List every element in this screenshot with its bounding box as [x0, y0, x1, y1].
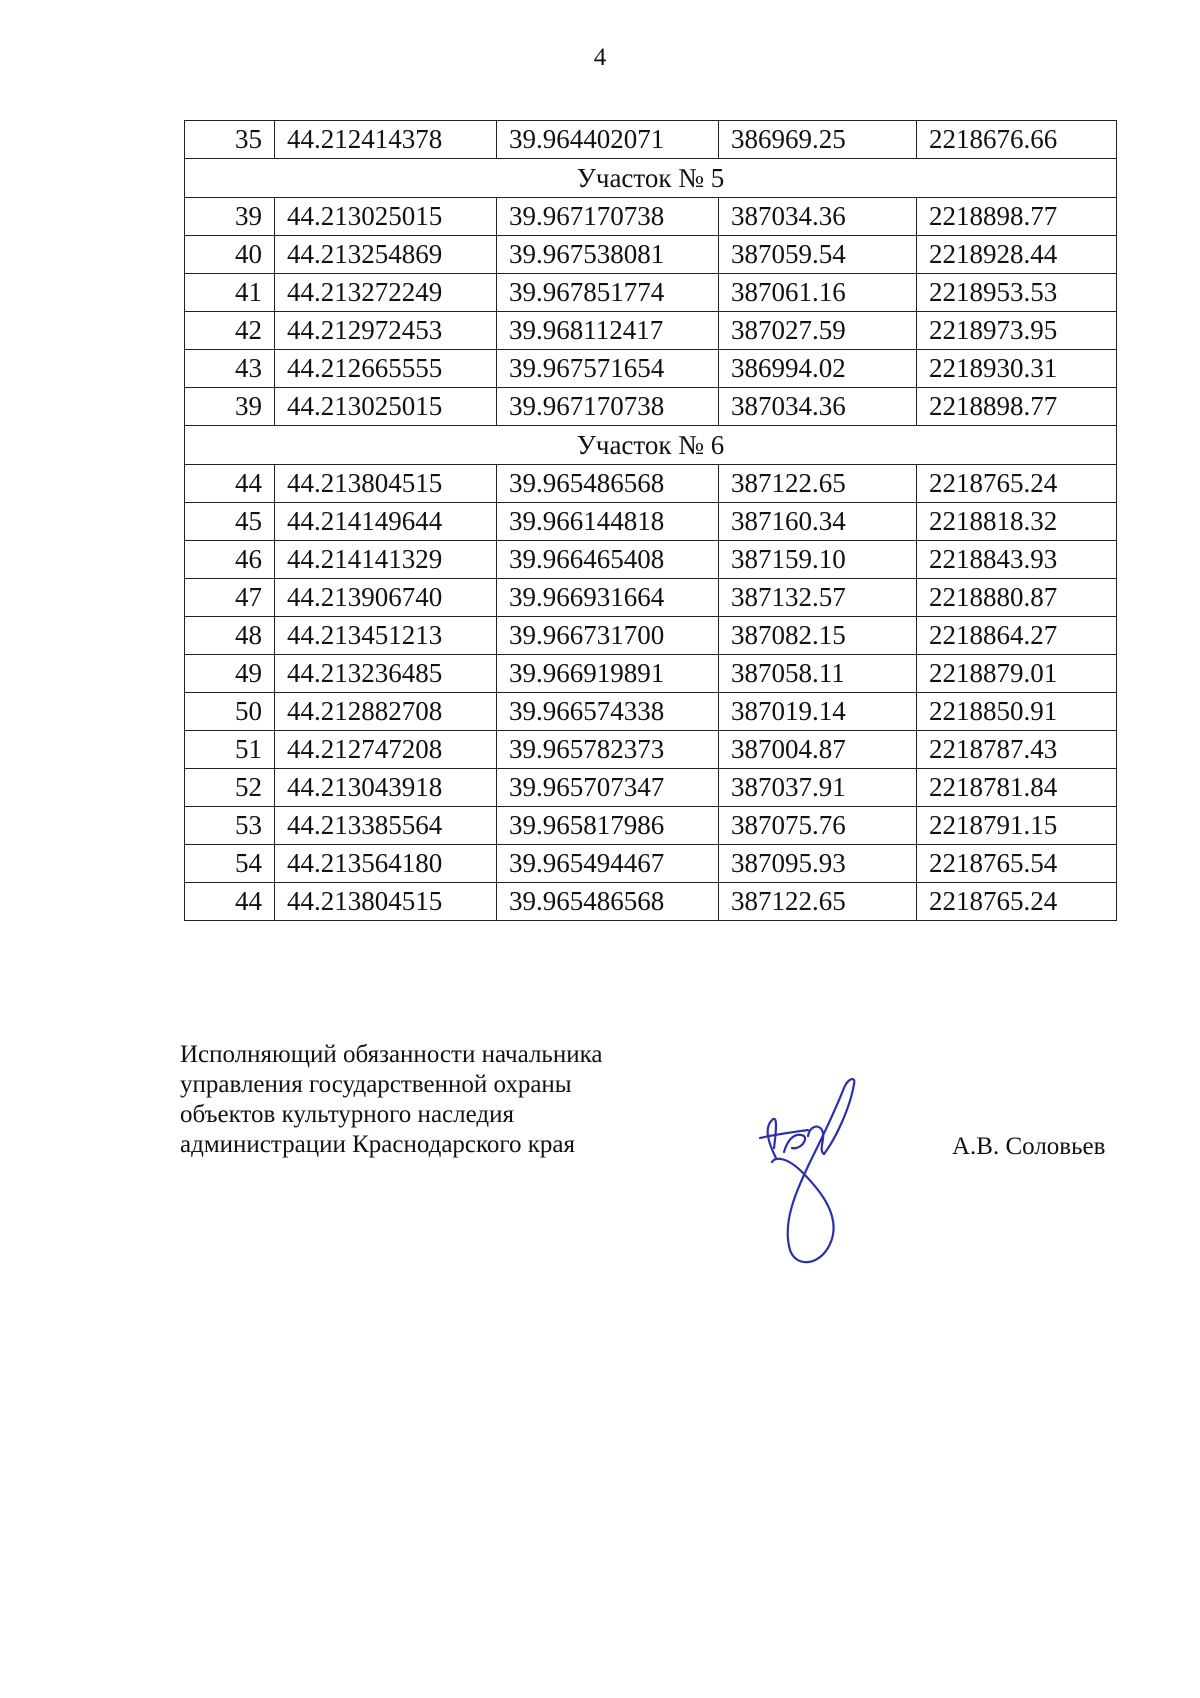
x-coordinate-cell: 387058.11: [719, 655, 917, 693]
y-coordinate-cell: 2218843.93: [917, 541, 1117, 579]
section-title: Участок № 5: [185, 159, 1117, 198]
table-row: [185, 655, 1117, 693]
point-number-cell: 54: [185, 845, 275, 883]
latitude-cell: 44.213804515: [275, 465, 497, 503]
table-row: [185, 769, 1117, 807]
latitude-cell: 44.213236485: [275, 655, 497, 693]
x-coordinate-cell: 387122.65: [719, 465, 917, 503]
signer-position-line: управления государственной охраны: [180, 1071, 572, 1098]
longitude-cell: 39.965707347: [497, 769, 719, 807]
longitude-cell: 39.966731700: [497, 617, 719, 655]
point-number-cell: 50: [185, 693, 275, 731]
table-row: [185, 198, 1117, 236]
signer-position: [180, 1040, 602, 1160]
y-coordinate-cell: 2218850.91: [917, 693, 1117, 731]
longitude-cell: 39.967170738: [497, 388, 719, 426]
longitude-cell: 39.967170738: [497, 198, 719, 236]
signer-name: А.В. Соловьев: [952, 1133, 1106, 1160]
y-coordinate-cell: 2218676.66: [917, 121, 1117, 159]
point-number-cell: 45: [185, 503, 275, 541]
table-row: [185, 731, 1117, 769]
signature-stroke: [784, 1135, 805, 1152]
longitude-cell: 39.966931664: [497, 579, 719, 617]
table-row: [185, 617, 1117, 655]
x-coordinate-cell: 387160.34: [719, 503, 917, 541]
y-coordinate-cell: 2218898.77: [917, 198, 1117, 236]
handwritten-signature: [738, 1072, 878, 1272]
x-coordinate-cell: 386969.25: [719, 121, 917, 159]
latitude-cell: 44.214141329: [275, 541, 497, 579]
longitude-cell: 39.968112417: [497, 312, 719, 350]
y-coordinate-cell: 2218781.84: [917, 769, 1117, 807]
y-coordinate-cell: 2218791.15: [917, 807, 1117, 845]
y-coordinate-cell: 2218864.27: [917, 617, 1117, 655]
point-number-cell: 44: [185, 883, 275, 921]
x-coordinate-cell: 387034.36: [719, 198, 917, 236]
signer-position-line: Исполняющий обязанности начальника: [180, 1041, 603, 1068]
x-coordinate-cell: 387019.14: [719, 693, 917, 731]
table-row: [185, 807, 1117, 845]
y-coordinate-cell: 2218953.53: [917, 274, 1117, 312]
longitude-cell: 39.965486568: [497, 465, 719, 503]
point-number-cell: 46: [185, 541, 275, 579]
latitude-cell: 44.213272249: [275, 274, 497, 312]
longitude-cell: 39.966144818: [497, 503, 719, 541]
point-number-cell: 53: [185, 807, 275, 845]
point-number-cell: 48: [185, 617, 275, 655]
latitude-cell: 44.213804515: [275, 883, 497, 921]
table-row: [185, 312, 1117, 350]
y-coordinate-cell: 2218898.77: [917, 388, 1117, 426]
x-coordinate-cell: 387034.36: [719, 388, 917, 426]
section-title: Участок № 6: [185, 426, 1117, 465]
table-row: [185, 541, 1117, 579]
latitude-cell: 44.212882708: [275, 693, 497, 731]
latitude-cell: 44.213025015: [275, 198, 497, 236]
signature-stroke: [772, 1079, 854, 1262]
longitude-cell: 39.967571654: [497, 350, 719, 388]
latitude-cell: 44.213906740: [275, 579, 497, 617]
x-coordinate-cell: 387027.59: [719, 312, 917, 350]
y-coordinate-cell: 2218765.24: [917, 465, 1117, 503]
x-coordinate-cell: 387095.93: [719, 845, 917, 883]
latitude-cell: 44.212747208: [275, 731, 497, 769]
signer-position-line: объектов культурного наследия: [180, 1101, 514, 1128]
latitude-cell: 44.212414378: [275, 121, 497, 159]
x-coordinate-cell: 387082.15: [719, 617, 917, 655]
coordinates-table: [184, 120, 1117, 921]
longitude-cell: 39.966919891: [497, 655, 719, 693]
table-row: [185, 388, 1117, 426]
table-row: [185, 845, 1117, 883]
x-coordinate-cell: 387037.91: [719, 769, 917, 807]
table-row: [185, 121, 1117, 159]
point-number-cell: 40: [185, 236, 275, 274]
section-header-row: [185, 426, 1117, 465]
table-row: [185, 693, 1117, 731]
longitude-cell: 39.965494467: [497, 845, 719, 883]
point-number-cell: 47: [185, 579, 275, 617]
longitude-cell: 39.967538081: [497, 236, 719, 274]
longitude-cell: 39.964402071: [497, 121, 719, 159]
point-number-cell: 39: [185, 198, 275, 236]
y-coordinate-cell: 2218787.43: [917, 731, 1117, 769]
latitude-cell: 44.213564180: [275, 845, 497, 883]
x-coordinate-cell: 387159.10: [719, 541, 917, 579]
y-coordinate-cell: 2218880.87: [917, 579, 1117, 617]
longitude-cell: 39.965817986: [497, 807, 719, 845]
y-coordinate-cell: 2218765.24: [917, 883, 1117, 921]
point-number-cell: 52: [185, 769, 275, 807]
latitude-cell: 44.212972453: [275, 312, 497, 350]
point-number-cell: 44: [185, 465, 275, 503]
table-row: [185, 274, 1117, 312]
y-coordinate-cell: 2218818.32: [917, 503, 1117, 541]
latitude-cell: 44.213385564: [275, 807, 497, 845]
point-number-cell: 39: [185, 388, 275, 426]
latitude-cell: 44.213043918: [275, 769, 497, 807]
x-coordinate-cell: 387059.54: [719, 236, 917, 274]
point-number-cell: 42: [185, 312, 275, 350]
longitude-cell: 39.965486568: [497, 883, 719, 921]
x-coordinate-cell: 387122.65: [719, 883, 917, 921]
y-coordinate-cell: 2218973.95: [917, 312, 1117, 350]
section-header-row: [185, 159, 1117, 198]
longitude-cell: 39.967851774: [497, 274, 719, 312]
y-coordinate-cell: 2218928.44: [917, 236, 1117, 274]
coordinates-table-body: [185, 121, 1117, 921]
longitude-cell: 39.965782373: [497, 731, 719, 769]
latitude-cell: 44.213451213: [275, 617, 497, 655]
y-coordinate-cell: 2218765.54: [917, 845, 1117, 883]
table-row: [185, 883, 1117, 921]
latitude-cell: 44.213025015: [275, 388, 497, 426]
point-number-cell: 51: [185, 731, 275, 769]
x-coordinate-cell: 386994.02: [719, 350, 917, 388]
longitude-cell: 39.966574338: [497, 693, 719, 731]
x-coordinate-cell: 387132.57: [719, 579, 917, 617]
latitude-cell: 44.212665555: [275, 350, 497, 388]
y-coordinate-cell: 2218879.01: [917, 655, 1117, 693]
table-row: [185, 579, 1117, 617]
latitude-cell: 44.214149644: [275, 503, 497, 541]
longitude-cell: 39.966465408: [497, 541, 719, 579]
x-coordinate-cell: 387004.87: [719, 731, 917, 769]
point-number-cell: 35: [185, 121, 275, 159]
latitude-cell: 44.213254869: [275, 236, 497, 274]
signer-position-line: администрации Краснодарского края: [180, 1131, 576, 1158]
x-coordinate-cell: 387061.16: [719, 274, 917, 312]
page-number: 4: [593, 44, 607, 71]
signature-stroke: [768, 1119, 776, 1158]
table-row: [185, 503, 1117, 541]
x-coordinate-cell: 387075.76: [719, 807, 917, 845]
table-row: [185, 350, 1117, 388]
y-coordinate-cell: 2218930.31: [917, 350, 1117, 388]
table-row: [185, 236, 1117, 274]
table-row: [185, 465, 1117, 503]
point-number-cell: 43: [185, 350, 275, 388]
point-number-cell: 41: [185, 274, 275, 312]
point-number-cell: 49: [185, 655, 275, 693]
